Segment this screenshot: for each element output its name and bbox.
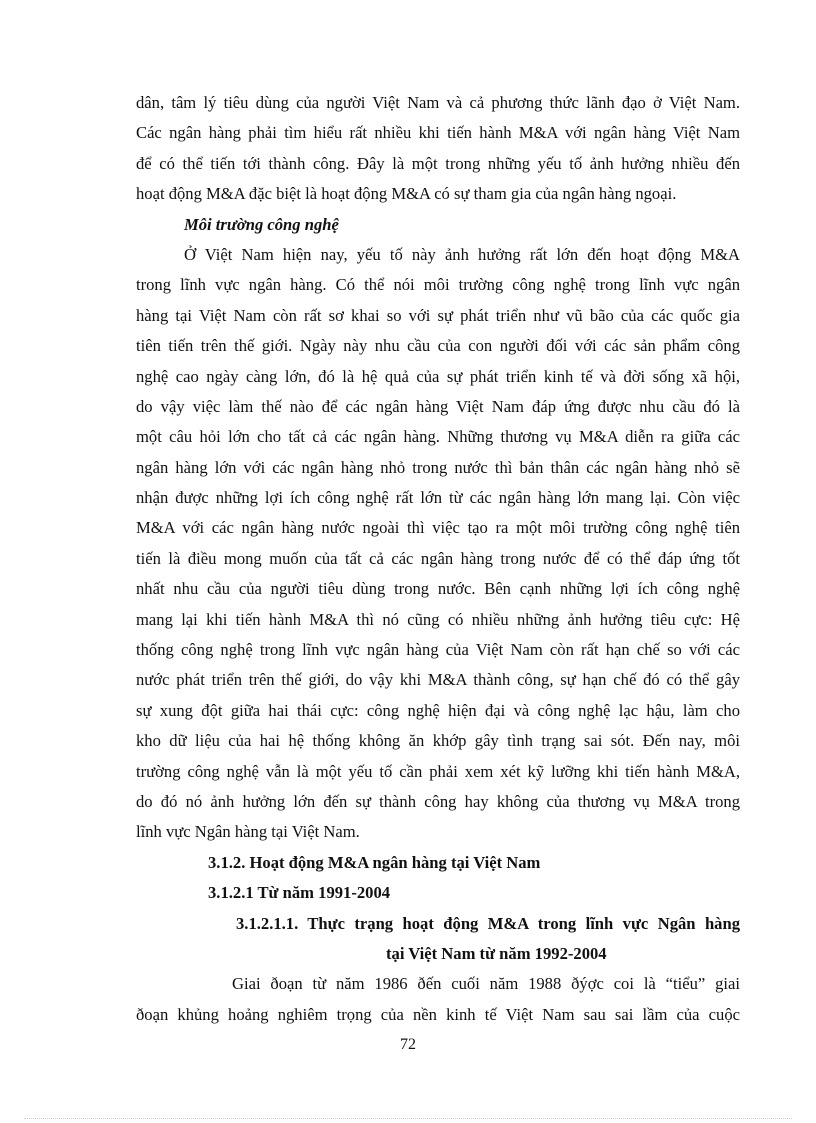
- text-line: ðoạn khủng hoảng nghiêm trọng của nền kinh tế Việt Nam sau sai lầm của cuộc: [136, 1004, 740, 1024]
- text-line: trường công nghệ vẫn là một yếu tố cần phải xem xét kỹ lưỡng khi tiến hành M&A,: [136, 761, 740, 781]
- text-line: mang lại khi tiến hành M&A thì nó cũng có nhiều những ảnh hưởng tiêu cực: Hệ: [136, 609, 740, 629]
- text-line: M&A với các ngân hàng nước ngoài thì việc tạo ra một môi trường công nghệ tiên: [136, 518, 740, 538]
- text-line: nước phát triển trên thế giới, do vậy khi M&A thành công, sự hạn chế đó có thể gây: [136, 670, 740, 690]
- text-line: hàng tại Việt Nam còn rất sơ khai so với sự phát triển như vũ bão của các quốc gia: [136, 305, 740, 325]
- text-line: để có thể tiến tới thành công. Đây là một trong những yếu tố ảnh hưởng nhiều đến: [136, 153, 740, 173]
- section-heading: tại Việt Nam từ năm 1992-2004: [386, 943, 607, 963]
- text-line: nhất nhu cầu của người tiêu dùng trong nước. Bên cạnh những lợi ích công nghệ: [136, 579, 740, 599]
- body-text: [136, 88, 740, 1030]
- section-subheading: Môi trường công nghệ: [184, 214, 339, 234]
- page-border: [24, 1118, 792, 1119]
- section-heading: 3.1.2.1.1. Thực trạng hoạt động M&A trong lĩnh vực Ngân hàng: [236, 913, 740, 933]
- text-line: lĩnh vực Ngân hàng tại Việt Nam.: [136, 822, 360, 842]
- text-line: Các ngân hàng phải tìm hiểu rất nhiều khi tiến hành M&A với ngân hàng Việt Nam: [136, 123, 740, 143]
- text-line: thống công nghệ trong lĩnh vực ngân hàng của Việt Nam còn rất hạn chế so với các: [136, 640, 740, 660]
- text-line: do đó nó ảnh hưởng lớn đến sự thành công hay không của thương vụ M&A trong: [136, 791, 740, 811]
- text-line: trong lĩnh vực ngân hàng. Có thể nói môi trường công nghệ trong lĩnh vực ngân: [136, 275, 740, 295]
- text-line: ngân hàng lớn với các ngân hàng nhỏ trong nước thì bản thân các ngân hàng nhỏ sẽ: [136, 457, 740, 477]
- text-line: hoạt động M&A đặc biệt là hoạt động M&A có sự tham gia của ngân hàng ngoại.: [136, 184, 677, 204]
- text-line: dân, tâm lý tiêu dùng của người Việt Nam và cả phương thức lãnh đạo ở Việt Nam.: [136, 93, 740, 112]
- text-line: kho dữ liệu của hai hệ thống không ăn khớp gây tình trạng sai sót. Đến nay, môi: [136, 731, 740, 751]
- section-heading: 3.1.2. Hoạt động M&A ngân hàng tại Việt Nam: [208, 852, 541, 872]
- text-line: Giai ðoạn từ năm 1986 ðến cuối năm 1988 ðýợc coi là “tiểu” giai: [232, 974, 740, 994]
- section-heading: 3.1.2.1 Từ năm 1991-2004: [208, 883, 391, 903]
- text-line: một câu hỏi lớn cho tất cả các ngân hàng. Những thương vụ M&A diễn ra giữa các: [136, 427, 740, 447]
- text-line: nghệ cao ngày càng lớn, đó là hệ quả của sự phát triển kinh tế và đời sống xã hội,: [136, 366, 740, 386]
- text-line: do vậy việc làm thế nào để các ngân hàng Việt Nam đáp ứng được nhu cầu đó là: [136, 396, 740, 416]
- page-number: 72: [400, 1036, 416, 1053]
- text-line: Ở Việt Nam hiện nay, yếu tố này ảnh hưởng rất lớn đến hoạt động M&A: [184, 244, 740, 264]
- text-line: tiến là điều mong muốn của tất cả các ngân hàng trong nước để có thể đáp ứng tốt: [136, 548, 740, 568]
- text-line: nhận được những lợi ích công nghệ rất lớn từ các ngân hàng lớn mang lại. Còn việc: [136, 488, 740, 508]
- text-line: sự xung đột giữa hai thái cực: công nghệ hiện đại và công nghệ lạc hậu, làm cho: [136, 700, 740, 720]
- text-line: tiên tiến trên thế giới. Ngày này nhu cầu của con người đối với các sản phẩm công: [136, 336, 740, 356]
